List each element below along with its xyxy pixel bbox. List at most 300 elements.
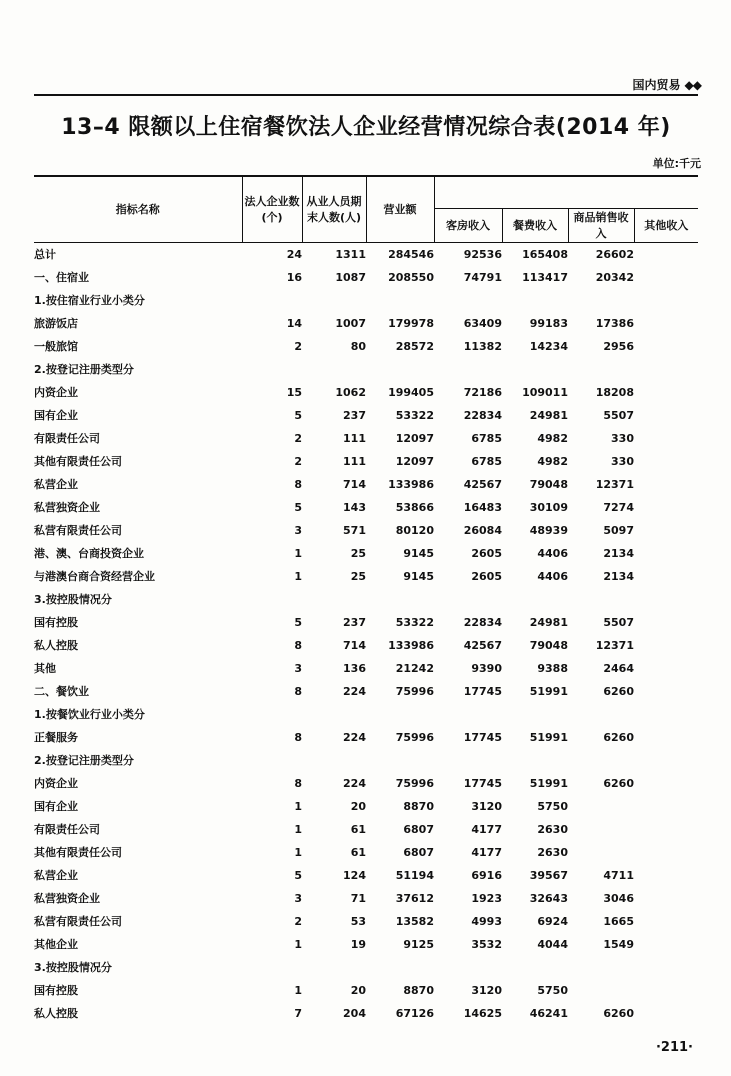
section-tag (633, 76, 701, 93)
row-value: 53 (350, 914, 366, 928)
row-value: 51991 (529, 776, 568, 790)
row-value: 7 (294, 1006, 302, 1020)
row-label: 与港澳台商合资经营企业 (34, 570, 155, 583)
row-value (242, 956, 302, 979)
row-value: 1 (294, 822, 302, 836)
row-value (634, 312, 698, 335)
row-label: 旅游饭店 (34, 317, 78, 330)
table-row (34, 956, 698, 979)
row-value: 1 (294, 546, 302, 560)
row-value: 14 (286, 316, 302, 330)
row-label: 私人控股 (34, 639, 78, 652)
table-row (34, 887, 698, 910)
row-value: 20 (350, 799, 366, 813)
row-value: 71 (350, 891, 366, 905)
row-value: 74791 (463, 270, 502, 284)
table-row (34, 289, 698, 312)
row-value: 17745 (463, 684, 502, 698)
header-catering-income: 餐费收入 (502, 208, 568, 242)
row-value: 8 (294, 477, 302, 491)
row-value: 4982 (537, 431, 568, 445)
table-row (34, 335, 698, 358)
row-value (568, 588, 634, 611)
row-value: 1007 (335, 316, 366, 330)
top-rule (34, 94, 698, 96)
row-value (502, 289, 568, 312)
row-value: 6260 (603, 730, 634, 744)
row-value: 5750 (537, 983, 568, 997)
table-body (34, 242, 698, 1025)
row-value: 19 (350, 937, 366, 951)
table-row (34, 611, 698, 634)
row-value: 224 (343, 776, 366, 790)
row-value: 2 (294, 914, 302, 928)
row-value (634, 703, 698, 726)
row-value (302, 956, 366, 979)
row-value: 2605 (471, 546, 502, 560)
row-value: 39567 (529, 868, 568, 882)
row-value (634, 726, 698, 749)
row-value (634, 519, 698, 542)
row-value: 1311 (335, 247, 366, 261)
row-label: 国有控股 (34, 984, 78, 997)
header-legal-entities: 法人企业数(个) (242, 176, 302, 242)
row-label: 其他有限责任公司 (34, 846, 122, 859)
row-value: 1665 (603, 914, 634, 928)
table-row (34, 864, 698, 887)
row-value: 2464 (603, 661, 634, 675)
table-row (34, 979, 698, 1002)
row-value (302, 289, 366, 312)
row-value: 14625 (463, 1006, 502, 1020)
row-value: 42567 (463, 477, 502, 491)
row-value (634, 473, 698, 496)
row-value: 7274 (603, 500, 634, 514)
row-value: 9145 (403, 546, 434, 560)
table-row (34, 910, 698, 933)
row-value: 13582 (395, 914, 434, 928)
row-value: 2 (294, 431, 302, 445)
row-value (634, 611, 698, 634)
table-row (34, 680, 698, 703)
row-value (502, 358, 568, 381)
row-value: 8 (294, 776, 302, 790)
row-value: 53322 (395, 408, 434, 422)
row-value: 61 (350, 822, 366, 836)
table-row (34, 841, 698, 864)
row-value (634, 956, 698, 979)
unit-label: 单位:千元 (652, 157, 701, 170)
table-row (34, 473, 698, 496)
row-value (568, 358, 634, 381)
table-row (34, 381, 698, 404)
row-value: 51194 (395, 868, 434, 882)
row-value: 22834 (463, 615, 502, 629)
row-value: 5507 (603, 408, 634, 422)
row-value: 61 (350, 845, 366, 859)
table-row (34, 542, 698, 565)
row-value: 32643 (529, 891, 568, 905)
row-value (634, 841, 698, 864)
row-value: 16 (286, 270, 302, 284)
row-value: 2 (294, 339, 302, 353)
row-value: 1 (294, 983, 302, 997)
page-number: ·211· (655, 1040, 693, 1055)
row-value (634, 910, 698, 933)
row-value (568, 818, 634, 841)
row-value: 109011 (522, 385, 568, 399)
table-row (34, 404, 698, 427)
row-label: 国有控股 (34, 616, 78, 629)
row-label: 3.按控股情况分 (34, 593, 112, 606)
row-label: 国有企业 (34, 409, 78, 422)
row-label: 港、澳、台商投资企业 (34, 547, 144, 560)
row-value (434, 358, 502, 381)
row-value: 67126 (395, 1006, 434, 1020)
row-value (302, 588, 366, 611)
row-label: 其他有限责任公司 (34, 455, 122, 468)
row-value: 9390 (471, 661, 502, 675)
row-value (634, 979, 698, 1002)
row-value: 17745 (463, 730, 502, 744)
row-value: 143 (343, 500, 366, 514)
row-value (366, 703, 434, 726)
row-value (366, 956, 434, 979)
row-value (634, 1002, 698, 1025)
row-value (434, 956, 502, 979)
row-value: 25 (350, 546, 366, 560)
row-value: 4406 (537, 546, 568, 560)
row-value: 75996 (395, 730, 434, 744)
row-value: 133986 (388, 477, 434, 491)
row-value: 12371 (595, 477, 634, 491)
row-value: 4711 (603, 868, 634, 882)
row-value: 26084 (463, 523, 502, 537)
row-value: 25 (350, 569, 366, 583)
row-value: 48939 (529, 523, 568, 537)
row-value (634, 749, 698, 772)
row-value: 6807 (403, 845, 434, 859)
row-label: 私人控股 (34, 1007, 78, 1020)
row-value: 2630 (537, 822, 568, 836)
row-label: 有限责任公司 (34, 823, 100, 836)
row-value (634, 772, 698, 795)
row-value: 179978 (388, 316, 434, 330)
row-value (634, 680, 698, 703)
table-row (34, 242, 698, 266)
row-value: 8870 (403, 983, 434, 997)
table-row (34, 933, 698, 956)
row-value (242, 358, 302, 381)
row-value: 2 (294, 454, 302, 468)
row-value (634, 542, 698, 565)
row-value: 3 (294, 891, 302, 905)
row-value (634, 266, 698, 289)
row-value: 79048 (529, 638, 568, 652)
row-value: 8 (294, 730, 302, 744)
header-employees: 从业人员期末人数(人) (302, 176, 366, 242)
row-value (568, 289, 634, 312)
row-value: 3532 (471, 937, 502, 951)
row-value: 2134 (603, 569, 634, 583)
row-value: 9388 (537, 661, 568, 675)
row-value: 5 (294, 500, 302, 514)
row-value: 92536 (463, 247, 502, 261)
row-value: 1062 (335, 385, 366, 399)
table-row (34, 450, 698, 473)
row-value (634, 565, 698, 588)
row-value: 1087 (335, 270, 366, 284)
row-value: 8870 (403, 799, 434, 813)
row-value: 8 (294, 684, 302, 698)
row-value (366, 289, 434, 312)
row-value (634, 588, 698, 611)
row-value: 5 (294, 868, 302, 882)
row-value: 6260 (603, 1006, 634, 1020)
row-value: 63409 (463, 316, 502, 330)
row-value: 6924 (537, 914, 568, 928)
row-value: 4044 (537, 937, 568, 951)
row-value (634, 358, 698, 381)
row-value: 30109 (529, 500, 568, 514)
table-row (34, 1002, 698, 1025)
diamond-icon: ◆◆ (684, 77, 701, 92)
row-value (634, 381, 698, 404)
row-value: 5750 (537, 799, 568, 813)
row-value: 18208 (595, 385, 634, 399)
row-value: 99183 (529, 316, 568, 330)
row-value (568, 979, 634, 1002)
row-value: 133986 (388, 638, 434, 652)
row-value (634, 335, 698, 358)
table-row (34, 703, 698, 726)
header-other-income: 其他收入 (634, 208, 698, 242)
row-value (568, 795, 634, 818)
row-value: 6916 (471, 868, 502, 882)
table-row (34, 312, 698, 335)
row-value: 15 (286, 385, 302, 399)
row-value (634, 795, 698, 818)
row-value (302, 749, 366, 772)
table-row (34, 726, 698, 749)
row-value: 53322 (395, 615, 434, 629)
row-value (634, 289, 698, 312)
row-label: 正餐服务 (34, 731, 78, 744)
row-value: 165408 (522, 247, 568, 261)
row-value (434, 749, 502, 772)
header-revenue: 营业额 (366, 176, 434, 242)
row-value: 4982 (537, 454, 568, 468)
row-value: 4177 (471, 822, 502, 836)
row-label: 私营独资企业 (34, 892, 100, 905)
row-value: 28572 (395, 339, 434, 353)
row-value: 20 (350, 983, 366, 997)
row-value: 2956 (603, 339, 634, 353)
row-value: 111 (343, 431, 366, 445)
row-value (634, 242, 698, 266)
row-label: 国有企业 (34, 800, 78, 813)
table-row (34, 818, 698, 841)
table-row (34, 634, 698, 657)
row-value: 204 (343, 1006, 366, 1020)
row-value: 8 (294, 638, 302, 652)
row-value: 17745 (463, 776, 502, 790)
row-value: 46241 (529, 1006, 568, 1020)
table-row (34, 358, 698, 381)
table-row (34, 588, 698, 611)
row-value: 136 (343, 661, 366, 675)
row-value (634, 404, 698, 427)
row-value: 2630 (537, 845, 568, 859)
row-value: 12371 (595, 638, 634, 652)
row-label: 私营独资企业 (34, 501, 100, 514)
table-row (34, 266, 698, 289)
row-label: 1.按餐饮业行业小类分 (34, 708, 145, 721)
row-label: 其他 (34, 662, 56, 675)
table-row (34, 772, 698, 795)
row-value (366, 749, 434, 772)
row-value: 5 (294, 615, 302, 629)
row-value (502, 588, 568, 611)
row-value (502, 956, 568, 979)
row-value: 6260 (603, 684, 634, 698)
table-row (34, 749, 698, 772)
row-value: 17386 (595, 316, 634, 330)
row-value (242, 289, 302, 312)
row-value: 714 (343, 477, 366, 491)
row-value (502, 703, 568, 726)
row-value: 3046 (603, 891, 634, 905)
row-label: 一般旅馆 (34, 340, 78, 353)
row-value: 4993 (471, 914, 502, 928)
row-value: 75996 (395, 684, 434, 698)
row-value (366, 358, 434, 381)
row-value: 111 (343, 454, 366, 468)
row-value (568, 749, 634, 772)
row-value (302, 703, 366, 726)
row-value (634, 864, 698, 887)
row-value: 1 (294, 937, 302, 951)
row-value: 224 (343, 684, 366, 698)
row-value: 4177 (471, 845, 502, 859)
row-value: 22834 (463, 408, 502, 422)
row-label: 私营企业 (34, 478, 78, 491)
row-label: 内资企业 (34, 777, 78, 790)
row-value: 21242 (395, 661, 434, 675)
table-row (34, 565, 698, 588)
row-value (634, 496, 698, 519)
page-title: 13–4 限额以上住宿餐饮法人企业经营情况综合表(2014 年) (61, 115, 671, 140)
row-value: 26602 (595, 247, 634, 261)
row-value: 1 (294, 799, 302, 813)
row-value (634, 657, 698, 680)
row-value: 3 (294, 661, 302, 675)
row-label: 私营有限责任公司 (34, 915, 122, 928)
row-value: 51991 (529, 730, 568, 744)
table-row (34, 519, 698, 542)
row-value: 284546 (388, 247, 434, 261)
row-value: 6260 (603, 776, 634, 790)
row-value: 16483 (463, 500, 502, 514)
row-value (242, 703, 302, 726)
table-row (34, 657, 698, 680)
row-value: 12097 (395, 431, 434, 445)
row-value: 6785 (471, 431, 502, 445)
row-value (568, 703, 634, 726)
row-value: 12097 (395, 454, 434, 468)
row-value: 330 (611, 431, 634, 445)
row-value: 571 (343, 523, 366, 537)
row-value: 1923 (471, 891, 502, 905)
row-value: 37612 (395, 891, 434, 905)
row-value: 208550 (388, 270, 434, 284)
row-value (302, 358, 366, 381)
row-value: 714 (343, 638, 366, 652)
row-value: 11382 (463, 339, 502, 353)
row-value: 5507 (603, 615, 634, 629)
table-row (34, 427, 698, 450)
row-value (434, 703, 502, 726)
row-label: 私营企业 (34, 869, 78, 882)
row-value: 79048 (529, 477, 568, 491)
row-value (568, 841, 634, 864)
row-value: 42567 (463, 638, 502, 652)
row-value (634, 427, 698, 450)
table-row (34, 496, 698, 519)
row-value: 330 (611, 454, 634, 468)
row-value: 24981 (529, 408, 568, 422)
row-value: 72186 (463, 385, 502, 399)
row-value: 6785 (471, 454, 502, 468)
row-value: 3120 (471, 983, 502, 997)
row-value (434, 588, 502, 611)
row-label: 3.按控股情况分 (34, 961, 112, 974)
row-value (242, 749, 302, 772)
row-label: 有限责任公司 (34, 432, 100, 445)
row-value: 20342 (595, 270, 634, 284)
section-tag-label: 国内贸易 (632, 78, 681, 92)
table-row (34, 795, 698, 818)
row-value: 80120 (395, 523, 434, 537)
row-value (634, 634, 698, 657)
row-value (634, 887, 698, 910)
row-value: 24 (286, 247, 302, 261)
row-value: 3120 (471, 799, 502, 813)
row-value: 75996 (395, 776, 434, 790)
row-label: 2.按登记注册类型分 (34, 754, 134, 767)
row-value (634, 450, 698, 473)
row-value: 51991 (529, 684, 568, 698)
row-value (434, 289, 502, 312)
data-table (34, 175, 698, 1025)
row-value (366, 588, 434, 611)
row-value: 9125 (403, 937, 434, 951)
row-value: 2605 (471, 569, 502, 583)
row-value (502, 749, 568, 772)
row-value: 3 (294, 523, 302, 537)
row-value: 113417 (522, 270, 568, 284)
row-value: 1 (294, 845, 302, 859)
row-label: 二、餐饮业 (34, 685, 89, 698)
row-value: 237 (343, 408, 366, 422)
row-value: 6807 (403, 822, 434, 836)
header-goods-sales: 商品销售收入 (568, 208, 634, 242)
row-value: 1 (294, 569, 302, 583)
row-value: 4406 (537, 569, 568, 583)
row-label: 其他企业 (34, 938, 78, 951)
row-value: 9145 (403, 569, 434, 583)
row-value (634, 818, 698, 841)
